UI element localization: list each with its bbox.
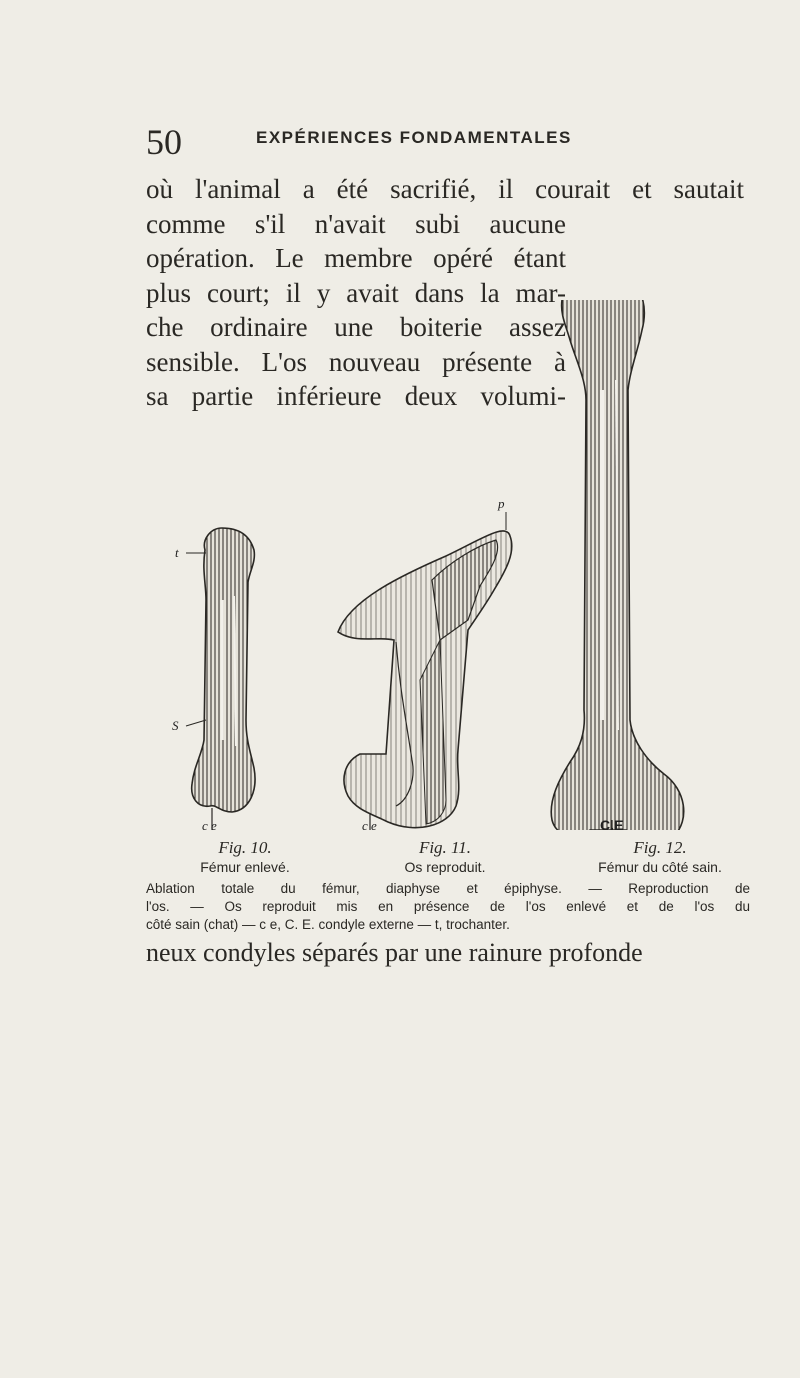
continuation-line: neux condyles séparés par une rainure profonde xyxy=(146,938,643,967)
legend-line: l'os. — Os reproduit mis en présence de l'os enlevé et de l'os du xyxy=(146,899,750,914)
bone-figure xyxy=(150,300,760,830)
caption-text: Fémur du côté sain. xyxy=(598,859,722,875)
femur-illustrations xyxy=(150,300,760,830)
label-ce-fig12: C.E xyxy=(600,817,624,830)
body-line: opération. Le membre opéré étant xyxy=(146,243,566,273)
body-line: plus court; il y avait dans la mar- xyxy=(146,277,566,308)
caption-text: Fémur enlevé. xyxy=(200,859,290,875)
label-trochanter: t xyxy=(175,545,179,560)
caption-fig12 xyxy=(560,838,760,876)
label-ce-fig11: c e xyxy=(362,818,377,830)
label-s: S xyxy=(172,718,179,733)
caption-fig11 xyxy=(360,838,530,876)
legend-line: Ablation totale du fémur, diaphyse et épiphyse. — Reproduction de xyxy=(146,881,750,896)
fig12-healthy-femur-drawing xyxy=(551,300,684,830)
caption-fig10 xyxy=(170,838,320,876)
body-line: che ordinaire une boiterie assez xyxy=(146,312,566,342)
caption-text: Os reproduit. xyxy=(404,859,486,875)
body-line: sa partie inférieure deux volumi- xyxy=(146,381,566,411)
caption-number: Fig. 10. xyxy=(218,838,272,857)
body-line: comme s'il n'avait subi aucune xyxy=(146,208,566,239)
figure-legend xyxy=(146,880,750,934)
body-line: sensible. L'os nouveau présente à xyxy=(146,346,566,377)
label-p: p xyxy=(498,496,505,511)
running-head: EXPÉRIENCES FONDAMENTALES xyxy=(256,128,572,147)
body-line: où l'animal a été sacrifié, il courait et sautait xyxy=(146,174,744,204)
legend-line: côté sain (chat) — c e, C. E. condyle externe — t, trochanter. xyxy=(146,917,510,932)
fig10-femur-drawing xyxy=(186,528,255,830)
page-number: 50 xyxy=(146,122,182,162)
caption-number: Fig. 12. xyxy=(633,838,687,857)
label-ce-fig10: c e xyxy=(202,818,217,830)
caption-number: Fig. 11. xyxy=(418,838,472,857)
fig11-reproduced-bone-drawing xyxy=(338,512,512,830)
page-header xyxy=(146,122,740,162)
